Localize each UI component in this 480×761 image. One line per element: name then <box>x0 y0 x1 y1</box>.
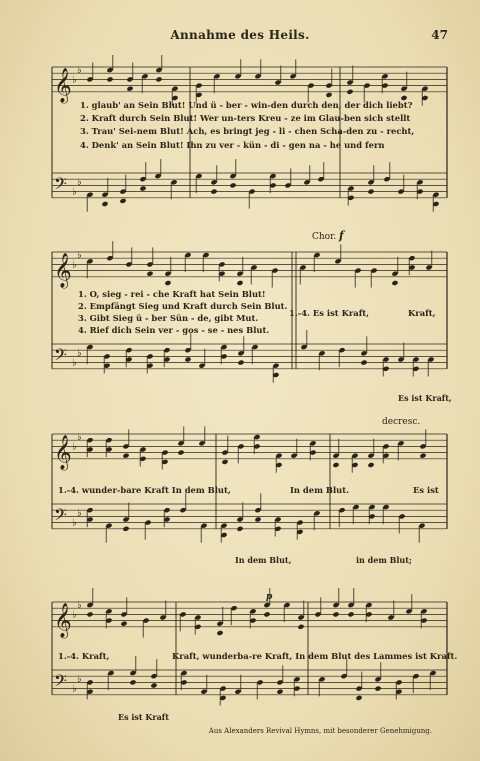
verse-line-4: 4. Rief dich Sein ver - gos - se - nes Blut. <box>78 325 270 335</box>
bass-clef-icon: 𝄢 <box>54 504 67 529</box>
verse-line-1: 1. O, sieg - rei - che Kraft hat Sein Blut! <box>78 289 266 299</box>
chorus-lyric: 1.-4. wunder-bare Kraft In dem Blut, <box>58 485 231 495</box>
flat-icon: ♭ <box>77 65 82 76</box>
note-head-icon <box>297 624 304 630</box>
bass-lyric: Es ist Kraft <box>118 712 169 722</box>
note-head-icon <box>332 611 339 617</box>
verse-line-1: 1. glaub' an Sein Blut! Und ü - ber - win-den durch den, der dich liebt? <box>80 100 413 110</box>
bass-lyric: in dem Blut; <box>356 555 412 565</box>
chorus-lyric: In dem Blut. <box>290 485 350 495</box>
note-head-icon <box>391 280 398 286</box>
flat-icon: ♭ <box>72 517 77 529</box>
note-head-icon <box>126 86 133 92</box>
treble-clef-icon: 𝄞 <box>54 602 72 638</box>
note-head-icon <box>236 526 243 532</box>
bass-clef-icon: 𝄢 <box>54 344 67 369</box>
flat-icon: ♭ <box>77 674 82 686</box>
source-credit: Aus Alexanders Revival Hymns, mit besonderer Genehmigung. <box>208 727 432 735</box>
flat-icon: ♭ <box>72 683 77 695</box>
bass-clef-icon: 𝄢 <box>54 670 67 695</box>
flat-icon: ♭ <box>72 357 77 369</box>
treble-clef-icon: 𝄞 <box>54 67 72 103</box>
flat-icon: ♭ <box>77 177 82 189</box>
flat-icon: ♭ <box>72 609 77 621</box>
note-head-icon <box>210 189 217 195</box>
note-head-icon <box>276 689 283 695</box>
note-head-icon <box>184 356 191 362</box>
note-head-icon <box>346 89 353 95</box>
chorus-lyric: Kraft, <box>408 308 436 318</box>
staff-system-4 <box>0 588 480 738</box>
bass-clef-icon: 𝄢 <box>54 173 67 198</box>
bass-lyric: Es ist Kraft, <box>398 393 452 403</box>
flat-icon: ♭ <box>77 432 82 443</box>
verse-line-4: 4. Denk' an Sein Blut! Ihn zu ver - kün - di - gen na - he und fern <box>80 140 385 150</box>
note-head-icon <box>155 76 162 82</box>
note-head-icon <box>86 611 93 617</box>
page-number: 47 <box>431 28 448 42</box>
note-head-icon <box>221 459 228 465</box>
note-head-icon <box>419 453 426 459</box>
note-head-icon <box>254 516 261 522</box>
page-header <box>0 28 480 46</box>
treble-clef-icon: 𝄞 <box>54 434 72 470</box>
note-head-icon <box>236 280 243 286</box>
chorus-lyric: Es ist <box>413 485 439 495</box>
chorus-lyric: 1.-4. Es ist Kraft, <box>289 308 370 318</box>
chorus-label: Chor. <box>312 232 337 242</box>
note-head-icon <box>216 630 223 636</box>
staff-system-3 <box>0 422 480 572</box>
dynamic-forte: f <box>339 229 344 242</box>
note-head-icon <box>367 462 374 468</box>
note-head-icon <box>122 526 129 532</box>
note-head-icon <box>101 201 108 207</box>
treble-clef-icon: 𝄞 <box>54 252 72 288</box>
dynamic-piano: p <box>266 592 273 602</box>
note-head-icon <box>164 280 171 286</box>
flat-icon: ♭ <box>72 74 77 86</box>
flat-icon: ♭ <box>72 441 77 453</box>
flat-icon: ♭ <box>77 600 82 611</box>
verse-line-2: 2. Empfängt Sieg und Kraft durch Sein Blut. <box>78 301 288 311</box>
note-head-icon <box>332 462 339 468</box>
note-head-icon <box>120 621 127 627</box>
flat-icon: ♭ <box>72 259 77 271</box>
chorus-lyric: 1.-4. Kraft, <box>58 651 110 661</box>
note-head-icon <box>263 611 270 617</box>
note-head-icon <box>129 679 136 685</box>
verse-line-3: 3. Trau' Sei-nem Blut! Ach, es bringt jeg - li - chen Scha-den zu - recht, <box>80 126 415 136</box>
flat-icon: ♭ <box>77 250 82 261</box>
flat-icon: ♭ <box>77 348 82 360</box>
note-head-icon <box>237 360 244 366</box>
note-head-icon <box>150 682 157 688</box>
flat-icon: ♭ <box>77 508 82 520</box>
note-head-icon <box>367 189 374 195</box>
note-head-icon <box>139 185 146 191</box>
hymn-title: Annahme des Heils. <box>170 28 310 42</box>
note-head-icon <box>347 611 354 617</box>
note-head-icon <box>374 686 381 692</box>
note-head-icon <box>106 76 113 82</box>
chorus-lyric: Kraft, wunderba-re Kraft, In dem Blut des Lammes ist Kraft. <box>172 651 458 661</box>
note-head-icon <box>355 695 362 701</box>
note-head-icon <box>122 453 129 459</box>
decrescendo-marking: decresc. <box>382 417 421 427</box>
note-head-icon <box>229 182 236 188</box>
note-head-icon <box>119 198 126 204</box>
note-head-icon <box>177 450 184 456</box>
bass-lyric: In dem Blut, <box>235 555 292 565</box>
note-head-icon <box>360 360 367 366</box>
note-head-icon <box>325 92 332 98</box>
verse-line-2: 2. Kraft durch Sein Blut! Wer un-ters Kreu - ze im Glau-ben sich stellt <box>80 113 411 123</box>
note-head-icon <box>146 271 153 277</box>
verse-line-3: 3. Gibt Sieg ü - ber Sün - de, gibt Mut. <box>78 313 259 323</box>
flat-icon: ♭ <box>72 186 77 198</box>
